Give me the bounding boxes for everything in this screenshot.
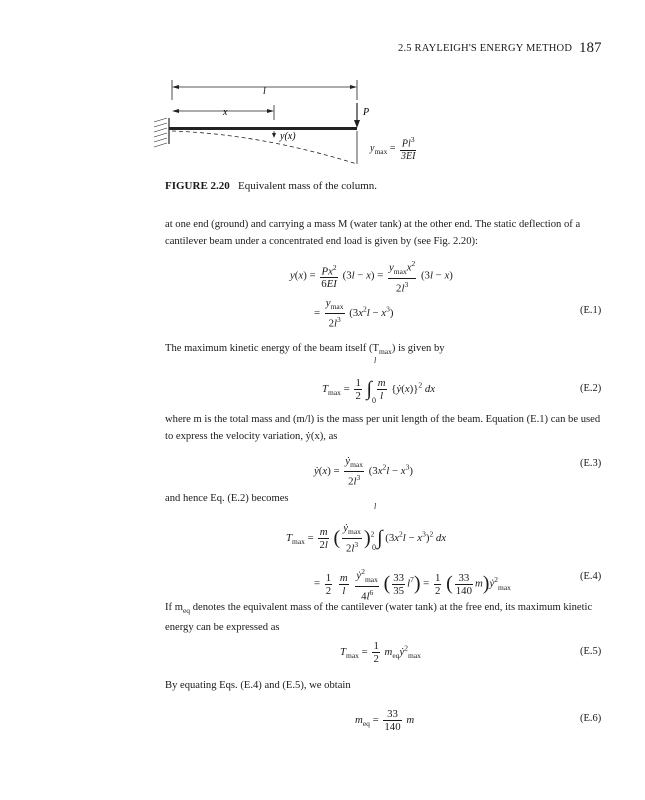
paragraph-6: By equating Eqs. (E.4) and (E.5), we obtain — [165, 680, 351, 691]
eq-number-e6: (E.6) — [580, 713, 602, 724]
equation-e1-line1: y(x) = $\frac{Px^2}{6EI}$ (3l − x) = $\frac{y_{max}x^2}{2l^3}$ (3l − x) — [290, 259, 453, 295]
eq-number-e1: (E.1) — [580, 305, 602, 316]
equation-e4-line2: = $\frac{1}{2}$ $\frac{m}{l}$ $\frac{ẏ^2_{max}}{4l^6}$ ( $\frac{33}{35}$ $l^7$) = $\frac{1}{2}$ ( $\frac{33}{140}$ m)ẏ$^2_{max}$ — [314, 567, 511, 603]
label-l: l — [263, 86, 266, 97]
paragraph-4: and hence Eq. (E.2) becomes — [165, 493, 289, 504]
eq-number-e5: (E.5) — [580, 646, 602, 657]
paragraph-3: where m is the total mass and (m/l) is the mass per unit length of the beam. Equation (E.1) can be used to express the velocity variation, ẏ(x), as — [165, 414, 601, 442]
paragraph-5: If $m_{eq}$ denotes the equivalent mass of the cantilever (water tank) at the free end, its maximum kinetic energy can be expressed as — [165, 602, 593, 634]
eq-number-e2: (E.2) — [580, 383, 602, 394]
equation-e6: $m_{eq}$ = $\frac{33}{140}$ m — [355, 708, 415, 733]
equation-e4-line1: $T_{max}$ = $\frac{m}{2l}$ ( $\frac{ẏ_{max}}{2l^3}$ )$^2$ ∫ $(3x^2l - x^3)^2$ dx — [286, 522, 447, 555]
label-x: x — [223, 107, 228, 118]
figure-caption: FIGURE 2.20 Equivalent mass of the column. — [165, 180, 378, 192]
cantilever-figure — [150, 78, 395, 178]
label-P: P — [363, 107, 370, 118]
paragraph-1: at one end (ground) and carrying a mass M (water tank) at the other end. The static deflection of a cantilever beam under a concentrated end load is given by (see Fig. 2.20): — [165, 219, 581, 247]
eq-number-e3: (E.3) — [580, 458, 602, 469]
label-yx: y(x) — [280, 131, 296, 142]
equation-e3: ẏ(x) = $\frac{ẏ_{max}}{2l^3}$ $(3x^2l - x^3)$ — [314, 455, 413, 488]
equation-e1-line2: = $\frac{y_{max}}{2l^3}$ $(3x^2l - x^3)$ — [314, 297, 394, 330]
page-number: 187 — [579, 40, 602, 56]
paragraph-2: The maximum kinetic energy of the beam itself $(T_{max})$ is given by — [165, 343, 445, 357]
eq-number-e4: (E.4) — [580, 571, 602, 582]
equation-e5: $T_{max}$ = $\frac{1}{2}$ $m_{eq}ẏ^2_{max}$ — [340, 640, 421, 665]
ymax-formula: $y_{max}$ = $\frac{Pl^3}{3EI}$ — [370, 135, 416, 163]
equation-e2: $T_{max}$ = $\frac{1}{2}$ ∫ $\frac{m}{l}$ {ẏ(x)}$^2$ dx — [322, 377, 436, 402]
running-header: 2.5 RAYLEIGH'S ENERGY METHOD — [398, 43, 573, 54]
